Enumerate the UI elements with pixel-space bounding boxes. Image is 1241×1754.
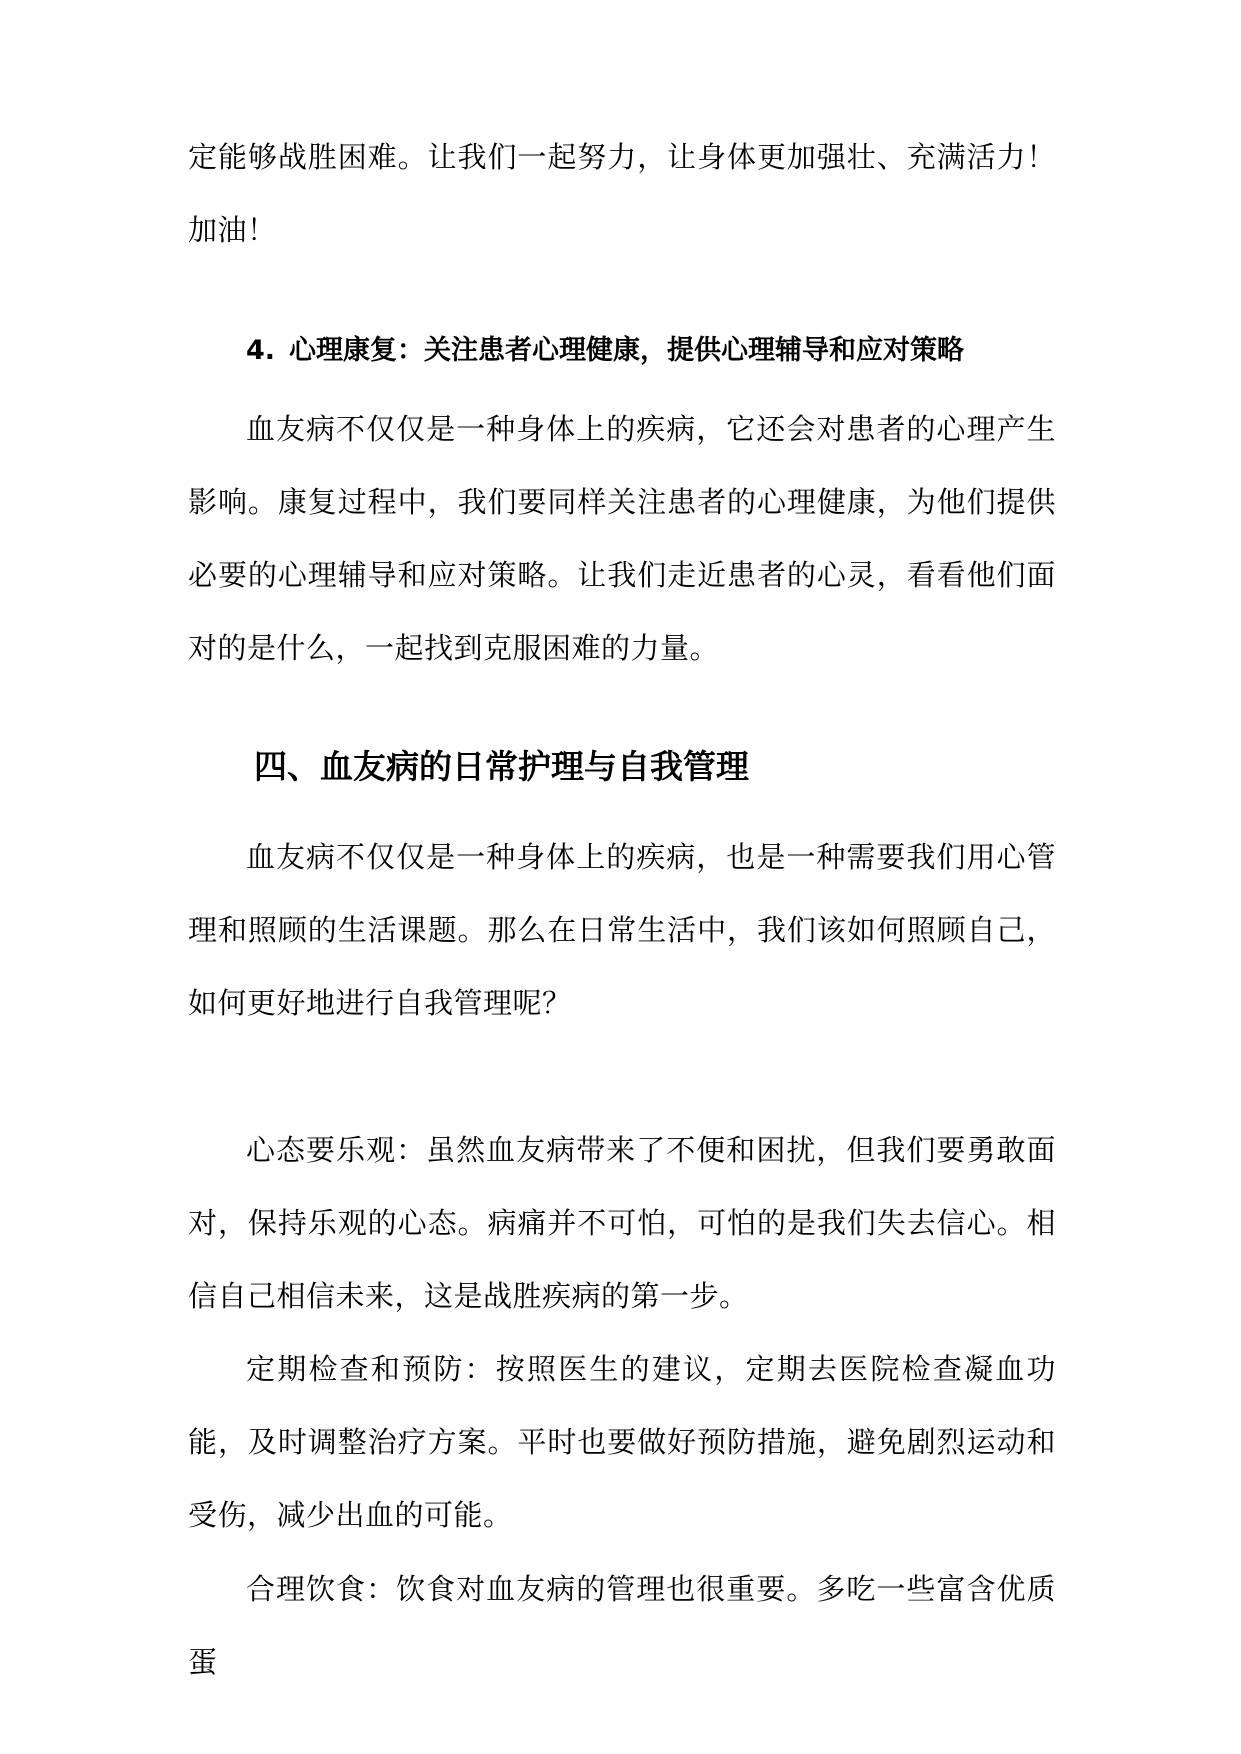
- continuation-paragraph: 定能够战胜困难。让我们一起努力，让身体更加强壮、充满活力！加油！: [188, 140, 1056, 247]
- subsection-title: 心理康复：关注患者心理健康，提供心理辅导和应对策略: [289, 335, 965, 366]
- section-paragraph-2: 心态要乐观：虽然血友病带来了不便和困扰，但我们要勇敢面对，保持乐观的心态。病痛并不可怕，可怕的是我们失去信心。相信自己相信未来，这是战胜疾病的第一步。: [188, 1133, 1056, 1313]
- subsection-number: 4.: [246, 335, 276, 366]
- subsection-paragraph: 血友病不仅仅是一种身体上的疾病，它还会对患者的心理产生影响。康复过程中，我们要同样关注患者的心理健康，为他们提供必要的心理辅导和应对策略。让我们走近患者的心灵，看看他们面对的是什么，一起找到克服困难的力量。: [188, 412, 1056, 665]
- section-paragraph-4: 合理饮食：饮食对血友病的管理也很重要。多吃一些富含优质蛋: [188, 1572, 1056, 1679]
- section-heading: 四、血友病的日常护理与自我管理: [254, 747, 749, 786]
- section-paragraph-3: 定期检查和预防：按照医生的建议，定期去医院检查凝血功能，及时调整治疗方案。平时也要做好预防措施，避免剧烈运动和受伤，减少出血的可能。: [188, 1352, 1056, 1532]
- section-paragraph-1: 血友病不仅仅是一种身体上的疾病，也是一种需要我们用心管理和照顾的生活课题。那么在日常生活中，我们该如何照顾自己，如何更好地进行自我管理呢？: [188, 840, 1056, 1020]
- subsection-heading: [246, 331, 1066, 371]
